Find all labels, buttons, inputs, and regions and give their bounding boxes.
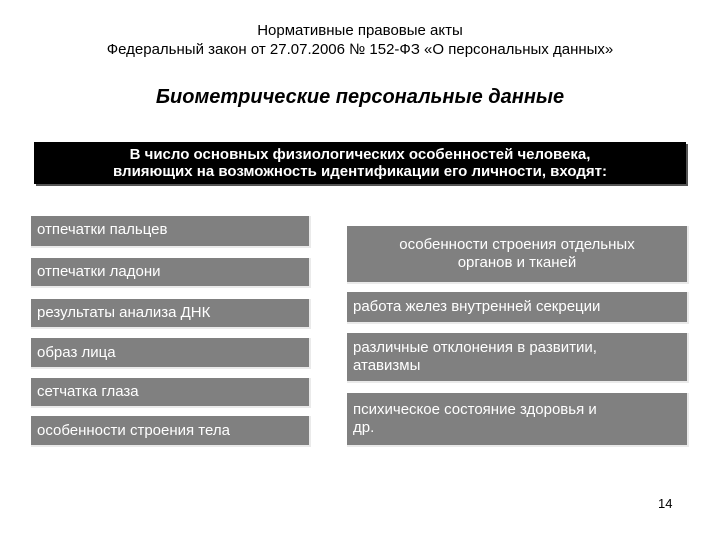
page-number: 14 — [658, 496, 673, 511]
left-item-body-structure — [31, 416, 311, 447]
right-item-line-1: работа желез внутренней секреции — [353, 298, 601, 315]
left-item-face — [31, 338, 311, 369]
right-item-line-2: органов и тканей — [457, 254, 577, 271]
right-item-mental-health — [347, 393, 689, 447]
left-item-fingerprints — [31, 216, 311, 248]
right-item-line-1: различные отклонения в развитии, — [353, 339, 597, 356]
intro-line-1: В число основных физиологических особенностей человека, — [129, 146, 591, 163]
left-item-dna — [31, 299, 311, 329]
left-item-label: результаты анализа ДНК — [37, 304, 211, 321]
left-item-palm-prints — [31, 258, 311, 288]
left-item-label: отпечатки пальцев — [37, 221, 168, 238]
right-item-line-1: особенности строения отдельных — [399, 236, 635, 253]
right-item-line-2: др. — [353, 419, 375, 436]
left-item-label: сетчатка глаза — [37, 383, 139, 400]
right-item-glands — [347, 292, 689, 324]
slide-title: Биометрические персональные данные — [155, 86, 565, 108]
left-item-label: особенности строения тела — [37, 421, 230, 439]
right-item-line-1: психическое состояние здоровья и — [353, 401, 597, 418]
left-item-label: отпечатки ладони — [37, 263, 161, 280]
header-subtitle: Федеральный закон от 27.07.2006 № 152-ФЗ «О персональных данных» — [106, 41, 614, 58]
left-item-retina — [31, 378, 311, 408]
right-item-line-2: атавизмы — [353, 357, 421, 374]
intro-box — [34, 142, 686, 184]
left-item-label: образ лица — [37, 343, 116, 361]
header-title: Нормативные правовые акты — [257, 22, 463, 39]
right-item-organs — [347, 226, 689, 284]
right-item-deviations — [347, 333, 689, 383]
intro-line-2: влияющих на возможность идентификации его личности, входят: — [113, 163, 607, 180]
